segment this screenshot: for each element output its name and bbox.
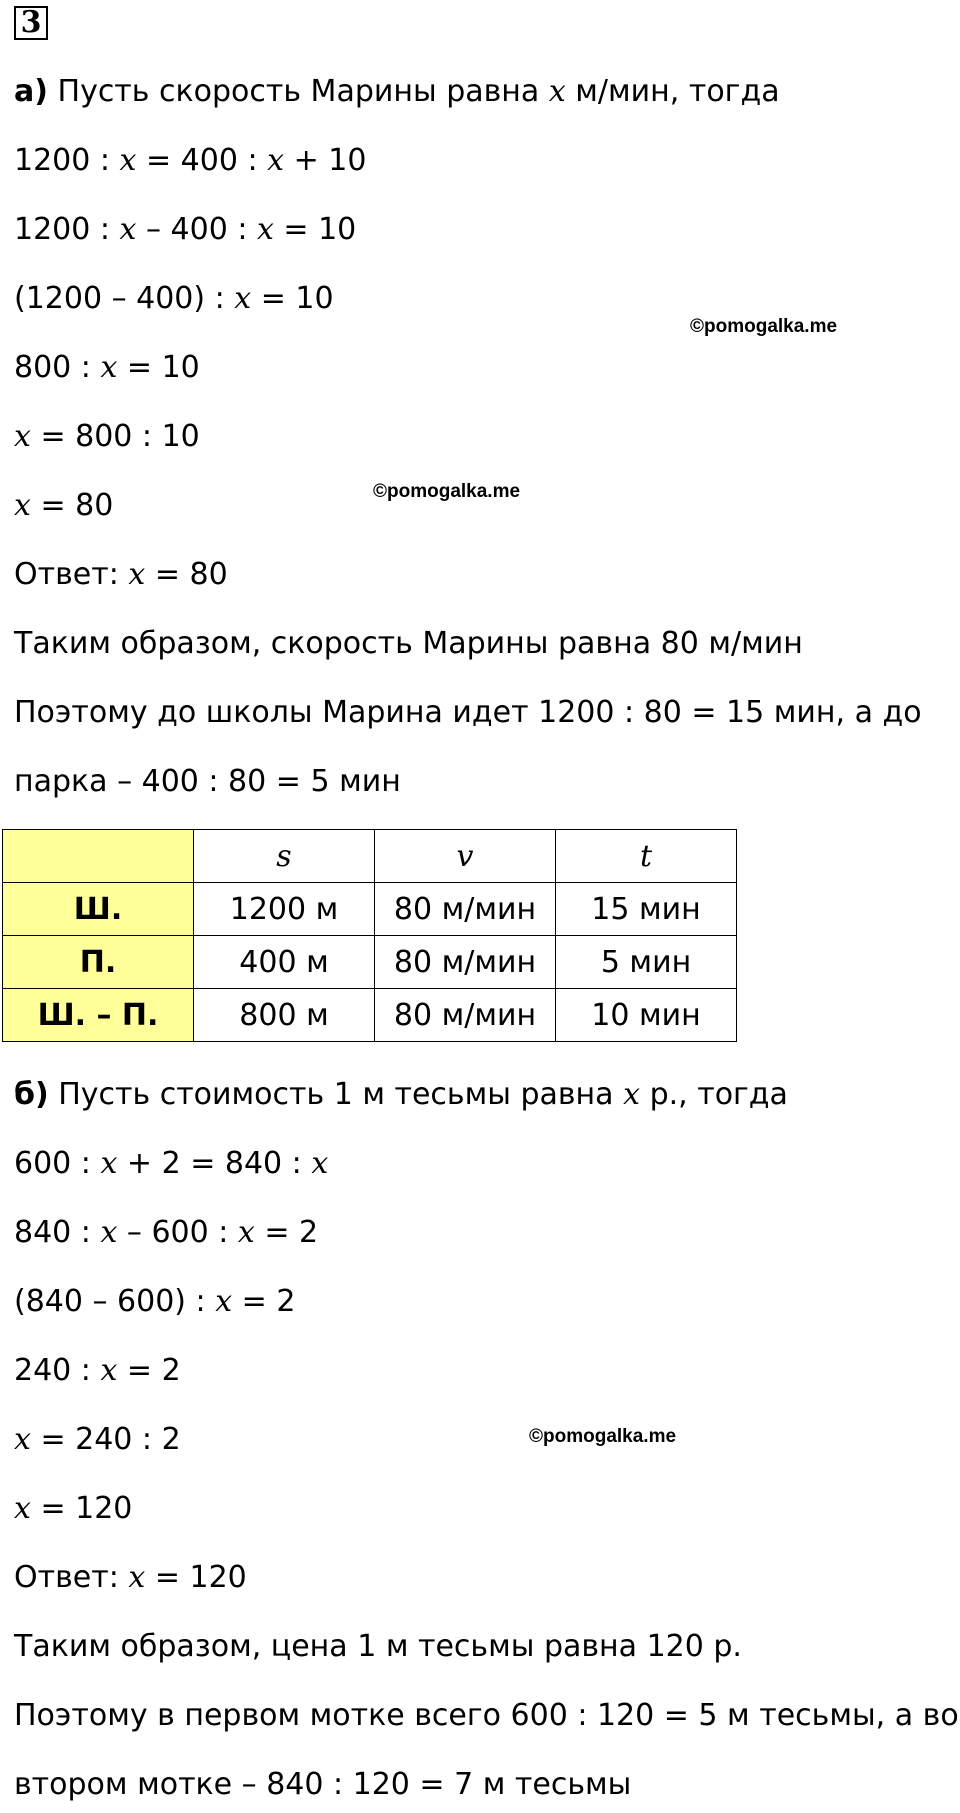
part-a-therefore-2: парка – 400 : 80 = 5 мин (14, 764, 401, 799)
table-cell: 80 м/мин (375, 989, 556, 1042)
part-a-step-3: (1200 – 400) : x = 10 (14, 281, 334, 316)
table-row-label: П. (3, 936, 194, 989)
part-a-step-2: 1200 : x – 400 : x = 10 (14, 212, 357, 247)
part-b-therefore-1: Поэтому в первом мотке всего 600 : 120 = 5 м тесьмы, а во (14, 1698, 959, 1733)
task-number-box: 3 (14, 6, 48, 40)
table-cell: 80 м/мин (375, 883, 556, 936)
part-b-answer: Ответ: x = 120 (14, 1560, 247, 1595)
table-row-label: Ш. (3, 883, 194, 936)
table-row (3, 883, 737, 936)
table-header-v: v (375, 830, 556, 883)
table-cell: 400 м (194, 936, 375, 989)
table-cell: 10 мин (556, 989, 737, 1042)
table-cell: 15 мин (556, 883, 737, 936)
part-a-therefore-1: Поэтому до школы Марина идет 1200 : 80 = 15 мин, а до (14, 695, 922, 730)
part-b-step-5: x = 240 : 2 (14, 1422, 181, 1457)
table-cell: 5 мин (556, 936, 737, 989)
table-cell: 80 м/мин (375, 936, 556, 989)
part-b-intro: б) Пусть стоимость 1 м тесьмы равна x р., тогда (14, 1077, 788, 1112)
part-a-step-5: x = 800 : 10 (14, 419, 200, 454)
table-row (3, 989, 737, 1042)
table-cell: 800 м (194, 989, 375, 1042)
watermark: ©pomogalka.me (373, 481, 521, 502)
part-a-intro: а) Пусть скорость Марины равна x м/мин, тогда (14, 74, 780, 109)
part-b-step-3: (840 – 600) : x = 2 (14, 1284, 296, 1319)
part-b-step-1: 600 : x + 2 = 840 : x (14, 1146, 329, 1181)
part-a-step-4: 800 : x = 10 (14, 350, 200, 385)
table-row-label: Ш. – П. (3, 989, 194, 1042)
part-a-answer: Ответ: x = 80 (14, 557, 228, 592)
table-header-s: s (194, 830, 375, 883)
table-header-row (3, 830, 737, 883)
table-corner-cell (3, 830, 194, 883)
part-a-step-1: 1200 : x = 400 : x + 10 (14, 143, 367, 178)
watermark: ©pomogalka.me (690, 316, 838, 337)
watermark: ©pomogalka.me (529, 1426, 677, 1447)
part-b-therefore-2: втором мотке – 840 : 120 = 7 м тесьмы (14, 1767, 632, 1802)
table-row (3, 936, 737, 989)
part-b-label: б) (14, 1077, 49, 1112)
part-a-label: а) (14, 74, 48, 109)
table-cell: 1200 м (194, 883, 375, 936)
part-b-conclusion: Таким образом, цена 1 м тесьмы равна 120 р. (14, 1629, 742, 1664)
part-a-conclusion: Таким образом, скорость Марины равна 80 м/мин (14, 626, 803, 661)
part-a-step-6: x = 80 (14, 488, 114, 523)
part-b-step-2: 840 : x – 600 : x = 2 (14, 1215, 319, 1250)
part-b-step-6: x = 120 (14, 1491, 133, 1526)
motion-table (2, 829, 737, 1042)
table-header-t: t (556, 830, 737, 883)
part-b-step-4: 240 : x = 2 (14, 1353, 181, 1388)
